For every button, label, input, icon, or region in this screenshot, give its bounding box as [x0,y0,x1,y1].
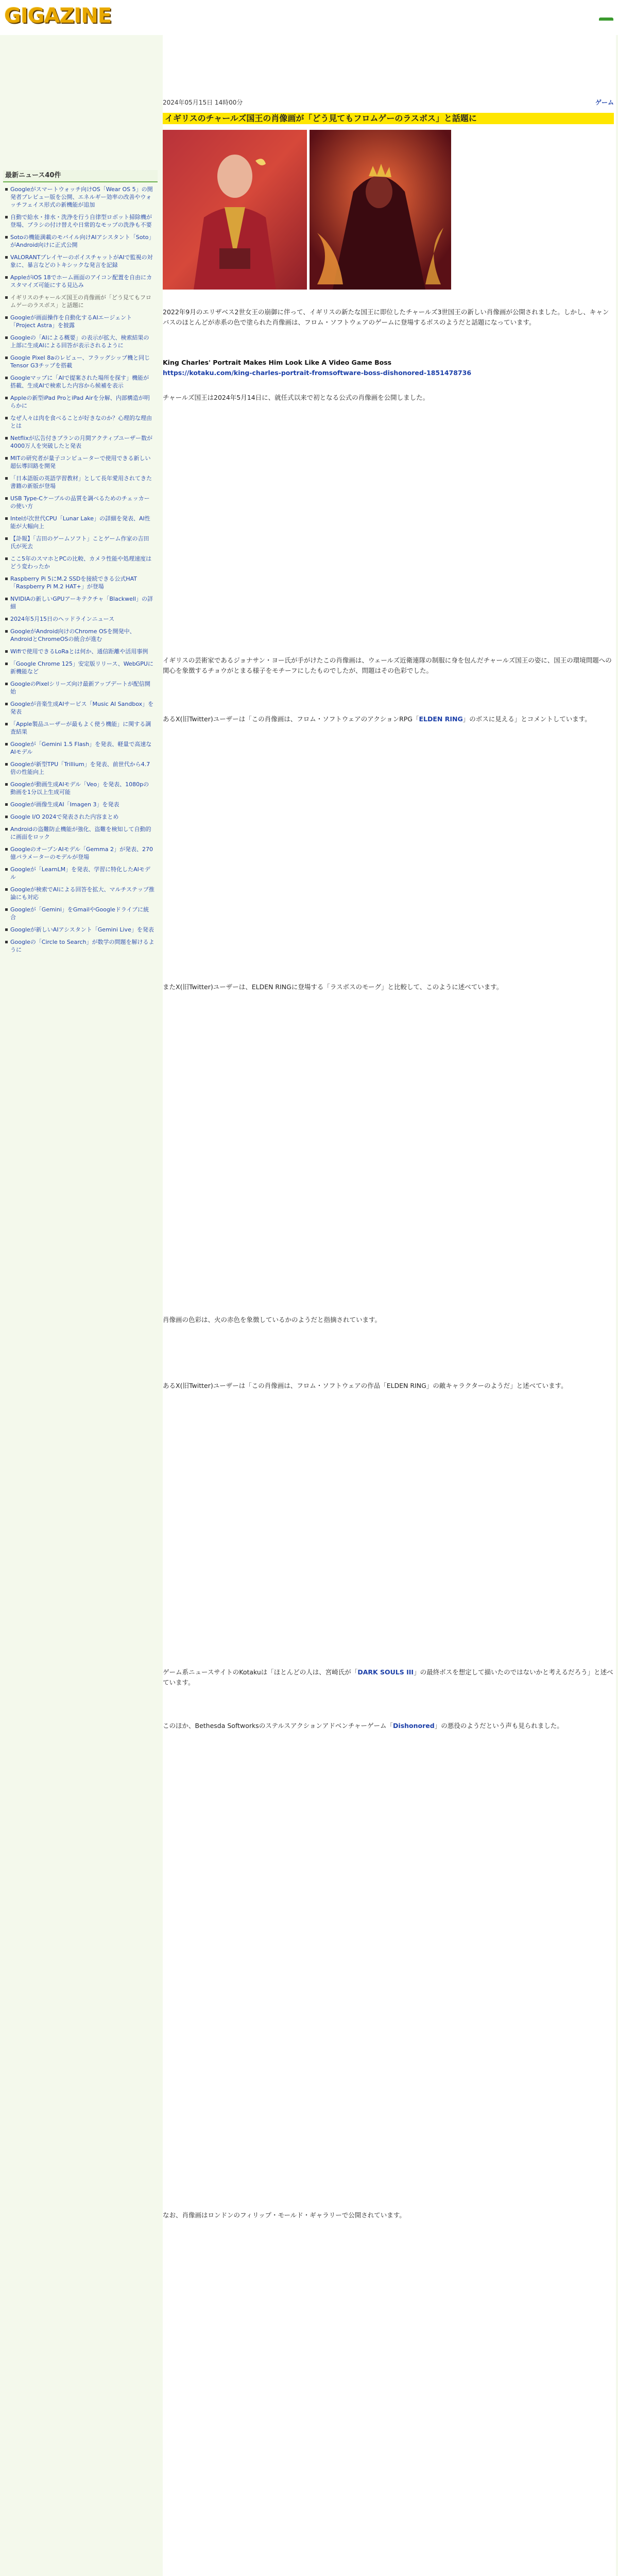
sidebar-news-item[interactable]: NVIDIAの新しいGPUアーキテクチャ「Blackwell」の詳細 [10,595,158,611]
para8-prefix: ゲーム系ニュースサイトのKotakuは「ほとんどの人は、宮崎氏が「 [163,1668,358,1676]
article-paragraph-2: チャールズ国王は2024年5月14日に、就任式以来で初となる公式の肖像画を公開しました。 [163,394,430,401]
sidebar-news-item[interactable]: Google Pixel 8aのレビュー、フラッグシップ機と同じTensor G3チップを搭載 [10,354,158,369]
article-title: イギリスのチャールズ国王の肖像画が「どう見てもフロムゲーのラスボス」と話題に [163,113,614,124]
sidebar-news-item[interactable]: Googleの「Circle to Search」が数学の問題を解けるように [10,938,158,954]
sidebar-news-item[interactable]: 「Google Chrome 125」安定版リリース、WebGPUに新機能など [10,660,158,675]
sidebar-news-item[interactable]: VALORANTプレイヤーのボイスチャットがAIで監視の対象に、暴言などのトキシックな発言を記録 [10,253,158,269]
source-citation [163,358,614,378]
sidebar-news-item[interactable]: Google I/O 2024で発表された内容まとめ [10,813,158,821]
main-article [163,21,616,2576]
sidebar-news-item[interactable]: Netflixが広告付きプランの月間アクティブユーザー数が4000万人を突破したと発表 [10,434,158,450]
sidebar-news-item[interactable]: USB Type-Cケーブルの品質を調べるためのチェッカーの使い方 [10,495,158,510]
sidebar-news-item[interactable]: Googleが新型TPU「Trillium」を発表、前世代から4.7倍の性能向上 [10,760,158,776]
sidebar-news-item[interactable]: Googleが新しいAIアシスタント「Gemini Live」を発表 [10,926,158,934]
article-paragraph-10: なお、肖像画はロンドンのフィリップ・モールド・ギャラリーで公開されています。 [163,2211,406,2219]
sidebar-news-item[interactable]: Googleがスマートウォッチ向けOS「Wear OS 5」の開発者プレビュー版を公開、エネルギー効率の改善やウォッチフェイス形式の新機能が追加 [10,185,158,209]
sidebar-news-item[interactable]: Googleが画面操作を自動化するAIエージェント「Project Astra」を披露 [10,314,158,329]
sidebar-heading: 最新ニュース40件 [3,170,158,182]
para9-suffix: 」の悪役のようだという声も見られました。 [434,1722,563,1730]
article-category-link[interactable]: ゲーム [595,99,614,106]
sidebar-news-item[interactable]: 「日本語版の英語学習教材」として長年愛用されてきた書籍の新版が登場 [10,474,158,490]
article-meta [163,98,614,106]
sidebar-news-item[interactable]: Intelが次世代CPU「Lunar Lake」の詳細を発表、AI性能が大幅向上 [10,515,158,530]
sidebar-news-item[interactable]: Googleが「Gemini 1.5 Flash」を発表、軽量で高速なAIモデル [10,740,158,756]
sidebar-news-item[interactable]: Googleが画像生成AI「Imagen 3」を発表 [10,801,158,808]
article-paragraph-5: またX(旧Twitter)ユーザーは、ELDEN RINGに登場する「ラスボスのモーグ」と比較して、このように述べています。 [163,983,503,991]
sidebar-news-item[interactable]: 2024年5月15日のヘッドラインニュース [10,615,158,623]
dark-souls-link[interactable]: DARK SOULS III [357,1668,414,1676]
sidebar-news-item[interactable]: Googleが音楽生成AIサービス「Music AI Sandbox」を発表 [10,700,158,716]
article-paragraph-4 [163,714,614,724]
sidebar-news-item[interactable]: Googleの「AIによる概要」の表示が拡大、検索結果の上部に生成AIによる回答が表示されるように [10,334,158,349]
sidebar-news-item[interactable]: Googleマップに「AIで提案された場所を探す」機能が搭載、生成AIで検索した内容から候補を表示 [10,374,158,389]
sidebar-news-item[interactable]: 自動で給水・排水・洗浄を行う自律型ロボット掃除機が登場、ブラシの付け替えや日常的なモップの洗浄も不要 [10,213,158,229]
para9-prefix: このほか、Bethesda Softworksのステルスアクションアドベンチャーゲーム「 [163,1722,393,1730]
sidebar-news-item[interactable]: Googleが「LearnLM」を発表、学習に特化したAIモデル [10,866,158,881]
elden-ring-link[interactable]: ELDEN RING [419,715,463,723]
sidebar-news-item[interactable]: ここ5年のスマホとPCの比較、カメラ性能や処理速度はどう変わったか [10,555,158,570]
sidebar-news-item[interactable]: Androidの盗難防止機能が強化、盗難を検知して自動的に画面をロック [10,825,158,841]
para8-suffix: 」の最終ボスを想定して描いたのではないかと考えるだろう」と述べています。 [163,1668,613,1686]
dishonored-link[interactable]: Dishonored [393,1722,435,1730]
article-paragraph-3: イギリスの芸術家であるジョナサン・ヨー氏が手がけたこの肖像画は、ウェールズ近衛連隊の制服に身を包んだチャールズ国王の姿に、国王の環境問題への関心を象徴するチョウがとまる様子をモチーフにしたものでしたが、問題はその色彩でした。 [163,656,612,674]
sidebar-news-item[interactable]: Raspberry Pi 5にM.2 SSDを接続できる公式HAT「Raspberry Pi M.2 HAT+」が登場 [10,575,158,590]
source-url-link[interactable]: https://kotaku.com/king-charles-portrait-fromsoftware-boss-dishonored-1851478736 [163,369,472,377]
para4-suffix: 」のボスに見える」とコメントしています。 [462,715,591,723]
sidebar-news-list [3,185,158,954]
logo-text: GIGAZINE [4,4,112,28]
sidebar-news-item[interactable]: GoogleがAndroid向けのChrome OSを開発中、AndroidとChromeOSの統合が進む [10,628,158,643]
portrait-illustration [163,130,451,290]
sidebar-news-item[interactable]: Googleが検索でAIによる回答を拡大、マルチステップ推論にも対応 [10,886,158,901]
article-paragraph-7: あるX(旧Twitter)ユーザーは「この肖像画は、フロム・ソフトウェアの作品「ELDEN RING」の敵キャラクターのようだ」と述べています。 [163,1382,568,1389]
sidebar-news-item[interactable]: Googleが動画生成AIモデル「Veo」を発表、1080pの動画を1分以上生成可能 [10,781,158,796]
sidebar-news-item[interactable]: 「Apple製品ユーザーが最もよく使う機能」に関する調査結果 [10,720,158,736]
sidebar-news-item[interactable]: Googleが「Gemini」をGmailやGoogleドライブに統合 [10,906,158,921]
sidebar-news-item[interactable]: Appleの新型iPad ProとiPad Airを分解、内部構造が明らかに [10,394,158,410]
sidebar-latest-news [3,170,158,2576]
sidebar-news-item[interactable]: Sotoの機能満載のモバイル向けAIアシスタント「Soto」がAndroid向けに正式公開 [10,233,158,249]
article-paragraph-1: 2022年9月のエリザベス2世女王の崩御に伴って、イギリスの新たな国王に即位したチャールズ3世国王の新しい肖像画が公開されました。しかし、キャンバスのほとんどが赤系の色で塗られた肖像画は、フロム・ソフトウェアのゲームに登場するボスのようだと話題になっています。 [163,308,609,326]
para4-prefix: あるX(旧Twitter)ユーザーは「この肖像画は、フロム・ソフトウェアのアクションRPG「 [163,715,419,723]
article-paragraph-9 [163,1721,614,1731]
sidebar-news-item[interactable]: なぜ人々は肉を食べることが好きなのか？心理的な理由とは [10,414,158,430]
article-date: 2024年05月15日 14時00分 [163,99,243,106]
site-logo[interactable] [4,4,112,30]
article-paragraph-6: 肖像画の色彩は、火の赤色を象徴しているかのようだと指摘されています。 [163,1316,382,1324]
sidebar-news-item[interactable]: 【訃報】「吉田のゲームソフト」ことゲーム作家の吉田氏が死去 [10,535,158,550]
sidebar-news-item[interactable]: MITの研究者が量子コンピューターで使用できる新しい超伝導回路を開発 [10,454,158,470]
article-paragraph-8 [163,1667,614,1688]
portrait-image [163,130,451,290]
sidebar-news-item[interactable]: AppleがiOS 18でホーム画面のアイコン配置を自由にカスタマイズ可能にする見込み [10,274,158,289]
source-title: King Charles' Portrait Makes Him Look Like A Video Game Boss [163,359,392,366]
sidebar-news-item[interactable]: Wifiで使用できるLoRaとは何か、通信距離や活用事例 [10,648,158,655]
sidebar-news-item[interactable]: GoogleのオープンAIモデル「Gemma 2」が発表、270億パラメーターのモデルが登場 [10,845,158,861]
sidebar-news-item[interactable]: イギリスのチャールズ国王の肖像画が「どう見てもフロムゲーのラスボス」と話題に [10,294,158,309]
sidebar-news-item[interactable]: GoogleのPixelシリーズ向け最新アップデートが配信開始 [10,680,158,696]
